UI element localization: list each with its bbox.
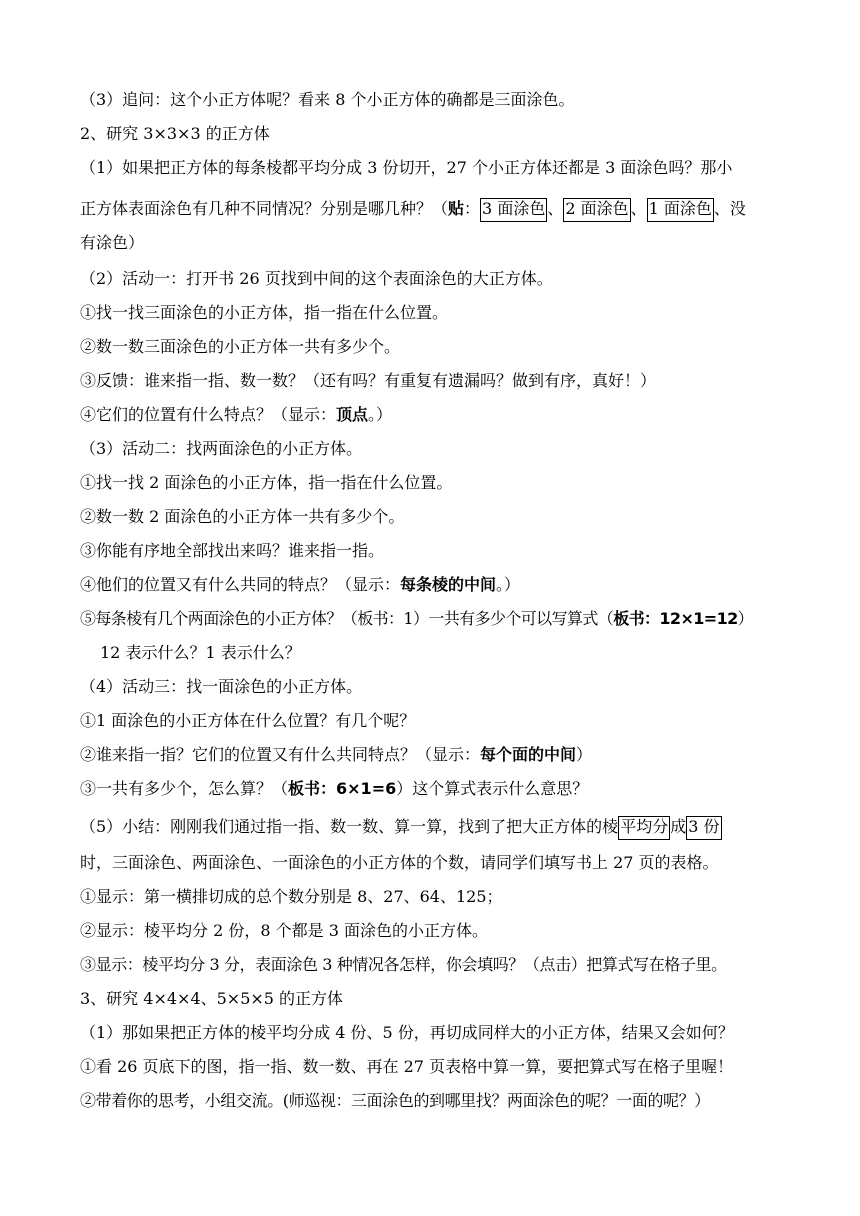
text-line: （2）活动一：打开书 26 页找到中间的这个表面涂色的大正方体。 <box>80 269 553 288</box>
bold-text: 板书：12×1=12 <box>613 609 738 628</box>
text-line: （3）活动二：找两面涂色的小正方体。 <box>80 439 363 458</box>
text-line <box>80 398 780 432</box>
text-segment: ⑤每条棱有几个两面涂色的小正方体？（板书：1）一共有多少个可以写算式（ <box>80 609 614 628</box>
text-line: ②数一数 2 面涂色的小正方体一共有多少个。 <box>80 507 405 526</box>
text-line <box>80 738 780 772</box>
boxed-label: 3 面涂色 <box>480 198 547 222</box>
section-heading: 2、研究 3×3×3 的正方体 <box>80 124 270 143</box>
text-line <box>80 602 780 636</box>
text-line-with-boxes <box>80 192 780 226</box>
text-line: ②带着你的思考，小组交流。(师巡视：三面涂色的到哪里找？两面涂色的呢？一面的呢？） <box>80 1091 710 1110</box>
text-segment: ③一共有多少个，怎么算？（ <box>80 779 289 798</box>
text-line <box>80 568 780 602</box>
text-segment: 。） <box>368 405 393 424</box>
bold-text: 板书：6×1=6 <box>288 779 397 798</box>
text-line: ③反馈：谁来指一指、数一数？（还有吗？有重复有遗漏吗？做到有序，真好！） <box>80 371 657 390</box>
text-line: （1）如果把正方体的每条棱都平均分成 3 份切开，27 个小正方体还都是 3 面涂色吗？那小 <box>80 158 733 177</box>
text-line: ③你能有序地全部找出来吗？谁来指一指。 <box>80 541 385 560</box>
text-line: ②显示：棱平均分 2 份，8 个都是 3 面涂色的小正方体。 <box>80 921 488 940</box>
section-heading: 3、研究 4×4×4、5×5×5 的正方体 <box>80 989 344 1008</box>
text-line-with-boxes <box>80 810 780 844</box>
text-segment: ②谁来指一指？它们的位置又有什么共同特点？（显示： <box>80 745 481 764</box>
text-line: （4）活动三：找一面涂色的小正方体。 <box>80 677 363 696</box>
text-segment: 、 <box>547 199 564 218</box>
boxed-label: 平均分 <box>618 816 670 840</box>
text-line: 有涂色） <box>80 233 145 252</box>
text-segment: 、 <box>630 199 647 218</box>
text-line: ③显示：棱平均分 3 分，表面涂色 3 种情况各怎样，你会填吗？（点击）把算式写在格子里。 <box>80 955 727 974</box>
text-line: ①显示：第一横排切成的总个数分别是 8、27、64、125； <box>80 887 503 906</box>
boxed-label: 1 面涂色 <box>647 198 714 222</box>
text-line: （3）追问：这个小正方体呢？看来 8 个小正方体的确都是三面涂色。 <box>80 90 575 109</box>
text-segment: （5）小结：刚刚我们通过指一指、数一数、算一算，找到了把大正方体的棱 <box>80 817 619 836</box>
bold-text: 贴 <box>448 199 465 218</box>
text-line: ①找一找三面涂色的小正方体，指一指在什么位置。 <box>80 303 449 322</box>
boxed-label: 3 份 <box>686 816 721 840</box>
boxed-label: 2 面涂色 <box>563 198 630 222</box>
text-segment: ） <box>737 609 754 628</box>
text-line: ①看 26 页底下的图，指一指、数一数、再在 27 页表格中算一算，要把算式写在格子里喔！ <box>80 1057 734 1076</box>
text-segment: ④它们的位置有什么特点？（显示： <box>80 405 337 424</box>
text-segment: ： <box>464 199 481 218</box>
text-line: 12 表示什么？1 表示什么？ <box>100 643 301 662</box>
text-segment: 正方体表面涂色有几种不同情况？分别是哪几种？（ <box>80 199 449 218</box>
text-segment: ）这个算式表示什么意思？ <box>396 779 589 798</box>
bold-text: 顶点 <box>336 405 369 424</box>
text-line: ①1 面涂色的小正方体在什么位置？有几个呢？ <box>80 711 416 730</box>
text-line: ②数一数三面涂色的小正方体一共有多少个。 <box>80 337 401 356</box>
text-segment: 、没 <box>713 199 746 218</box>
bold-text: 每个面的中间 <box>480 745 577 764</box>
text-segment: 成 <box>670 817 687 836</box>
text-line: 时，三面涂色、两面涂色、一面涂色的小正方体的个数，请同学们填写书上 27 页的表格。 <box>80 853 719 872</box>
text-segment: 。） <box>496 575 521 594</box>
text-line: ①找一找 2 面涂色的小正方体，指一指在什么位置。 <box>80 473 453 492</box>
bold-text: 每条棱的中间 <box>400 575 497 594</box>
text-line: （1）那如果把正方体的棱平均分成 4 份、5 份，再切成同样大的小正方体，结果又会如何？ <box>80 1023 734 1042</box>
text-segment: ④他们的位置又有什么共同的特点？（显示： <box>80 575 401 594</box>
text-segment: ） <box>576 745 593 764</box>
text-line <box>80 772 780 806</box>
